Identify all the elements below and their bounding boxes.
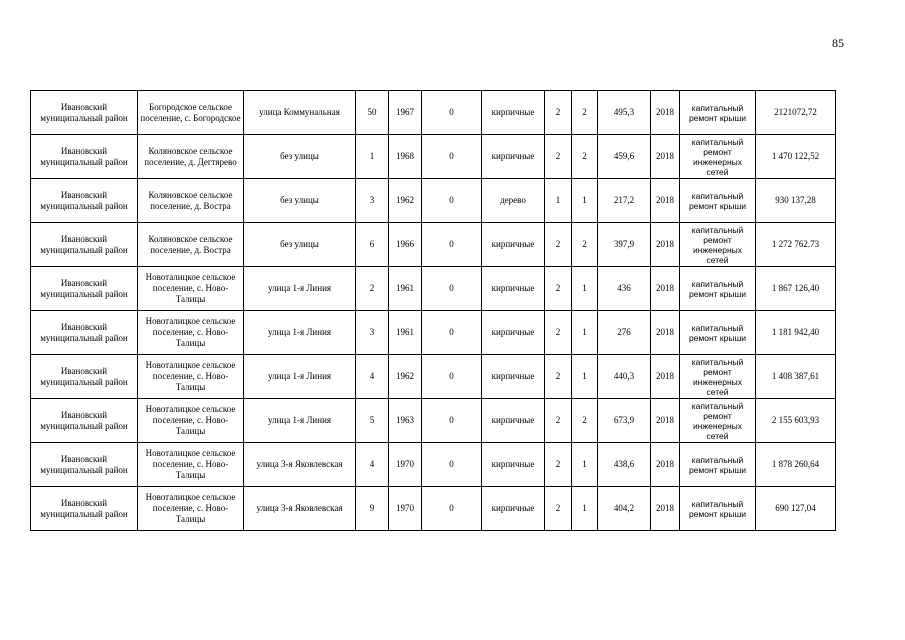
table-row xyxy=(31,355,836,399)
wall-material-cell: кирпичные xyxy=(482,487,545,531)
street-cell: улица 1-я Линия xyxy=(244,267,356,311)
zero-value-cell: 0 xyxy=(422,399,482,443)
plan-year-cell: 2018 xyxy=(651,443,680,487)
build-year-cell: 1970 xyxy=(389,443,422,487)
floors-cell: 2 xyxy=(545,399,572,443)
work-type-cell: капитальный ремонт инженерных сетей xyxy=(680,355,756,399)
settlement-cell: Богородское сельское поселение, с. Богородское xyxy=(138,91,244,135)
zero-value-cell: 0 xyxy=(422,487,482,531)
build-year-cell: 1968 xyxy=(389,135,422,179)
table-row xyxy=(31,311,836,355)
entrances-cell: 2 xyxy=(572,399,598,443)
zero-value-cell: 0 xyxy=(422,311,482,355)
district-cell: Ивановский муниципальный район xyxy=(31,355,138,399)
plan-year-cell: 2018 xyxy=(651,267,680,311)
plan-year-cell: 2018 xyxy=(651,223,680,267)
work-type-cell: капитальный ремонт крыши xyxy=(680,267,756,311)
street-cell: без улицы xyxy=(244,223,356,267)
build-year-cell: 1963 xyxy=(389,399,422,443)
area-cell: 276 xyxy=(598,311,651,355)
floors-cell: 1 xyxy=(545,179,572,223)
cost-cell: 2 155 603,93 xyxy=(756,399,836,443)
work-type-cell: капитальный ремонт инженерных сетей xyxy=(680,399,756,443)
wall-material-cell: кирпичные xyxy=(482,91,545,135)
district-cell: Ивановский муниципальный район xyxy=(31,267,138,311)
page-number: 85 xyxy=(832,36,844,50)
district-cell: Ивановский муниципальный район xyxy=(31,179,138,223)
area-cell: 397,9 xyxy=(598,223,651,267)
settlement-cell: Новоталицкое сельское поселение, с. Ново-Талицы xyxy=(138,311,244,355)
house-number-cell: 2 xyxy=(356,267,389,311)
floors-cell: 2 xyxy=(545,135,572,179)
wall-material-cell: кирпичные xyxy=(482,223,545,267)
street-cell: улица Коммунальная xyxy=(244,91,356,135)
area-cell: 438,6 xyxy=(598,443,651,487)
table-row xyxy=(31,487,836,531)
zero-value-cell: 0 xyxy=(422,135,482,179)
build-year-cell: 1962 xyxy=(389,179,422,223)
cost-cell: 1 408 387,61 xyxy=(756,355,836,399)
entrances-cell: 2 xyxy=(572,135,598,179)
settlement-cell: Новоталицкое сельское поселение, с. Ново-Талицы xyxy=(138,267,244,311)
zero-value-cell: 0 xyxy=(422,179,482,223)
street-cell: улица 1-я Линия xyxy=(244,311,356,355)
street-cell: без улицы xyxy=(244,179,356,223)
zero-value-cell: 0 xyxy=(422,355,482,399)
build-year-cell: 1967 xyxy=(389,91,422,135)
table-row xyxy=(31,179,836,223)
zero-value-cell: 0 xyxy=(422,223,482,267)
area-cell: 440,3 xyxy=(598,355,651,399)
area-cell: 495,3 xyxy=(598,91,651,135)
cost-cell: 1 867 126,40 xyxy=(756,267,836,311)
work-type-cell: капитальный ремонт крыши xyxy=(680,91,756,135)
build-year-cell: 1961 xyxy=(389,311,422,355)
build-year-cell: 1961 xyxy=(389,267,422,311)
settlement-cell: Новоталицкое сельское поселение, с. Ново-Талицы xyxy=(138,355,244,399)
area-cell: 217,2 xyxy=(598,179,651,223)
district-cell: Ивановский муниципальный район xyxy=(31,399,138,443)
entrances-cell: 1 xyxy=(572,443,598,487)
wall-material-cell: кирпичные xyxy=(482,355,545,399)
cost-cell: 2121072,72 xyxy=(756,91,836,135)
area-cell: 404,2 xyxy=(598,487,651,531)
plan-year-cell: 2018 xyxy=(651,311,680,355)
floors-cell: 2 xyxy=(545,311,572,355)
house-number-cell: 50 xyxy=(356,91,389,135)
entrances-cell: 1 xyxy=(572,267,598,311)
house-number-cell: 6 xyxy=(356,223,389,267)
area-cell: 436 xyxy=(598,267,651,311)
floors-cell: 2 xyxy=(545,487,572,531)
settlement-cell: Новоталицкое сельское поселение, с. Ново-Талицы xyxy=(138,399,244,443)
work-type-cell: капитальный ремонт инженерных сетей xyxy=(680,135,756,179)
table-row xyxy=(31,135,836,179)
plan-year-cell: 2018 xyxy=(651,135,680,179)
house-number-cell: 3 xyxy=(356,311,389,355)
plan-year-cell: 2018 xyxy=(651,91,680,135)
table-row xyxy=(31,223,836,267)
entrances-cell: 1 xyxy=(572,179,598,223)
wall-material-cell: кирпичные xyxy=(482,443,545,487)
plan-year-cell: 2018 xyxy=(651,399,680,443)
floors-cell: 2 xyxy=(545,223,572,267)
wall-material-cell: кирпичные xyxy=(482,135,545,179)
entrances-cell: 1 xyxy=(572,355,598,399)
work-type-cell: капитальный ремонт крыши xyxy=(680,311,756,355)
wall-material-cell: дерево xyxy=(482,179,545,223)
house-number-cell: 1 xyxy=(356,135,389,179)
cost-cell: 1 878 260,64 xyxy=(756,443,836,487)
build-year-cell: 1962 xyxy=(389,355,422,399)
floors-cell: 2 xyxy=(545,355,572,399)
house-number-cell: 3 xyxy=(356,179,389,223)
table-row xyxy=(31,91,836,135)
floors-cell: 2 xyxy=(545,267,572,311)
cost-cell: 930 137,28 xyxy=(756,179,836,223)
house-number-cell: 4 xyxy=(356,443,389,487)
cost-cell: 690 127,04 xyxy=(756,487,836,531)
district-cell: Ивановский муниципальный район xyxy=(31,487,138,531)
house-number-cell: 4 xyxy=(356,355,389,399)
entrances-cell: 1 xyxy=(572,487,598,531)
district-cell: Ивановский муниципальный район xyxy=(31,135,138,179)
settlement-cell: Коляновское сельское поселение, д. Востра xyxy=(138,179,244,223)
wall-material-cell: кирпичные xyxy=(482,267,545,311)
district-cell: Ивановский муниципальный район xyxy=(31,91,138,135)
housing-repair-table xyxy=(30,90,836,531)
zero-value-cell: 0 xyxy=(422,267,482,311)
zero-value-cell: 0 xyxy=(422,91,482,135)
table-row xyxy=(31,399,836,443)
street-cell: улица 3-я Яковлевская xyxy=(244,487,356,531)
build-year-cell: 1970 xyxy=(389,487,422,531)
wall-material-cell: кирпичные xyxy=(482,399,545,443)
plan-year-cell: 2018 xyxy=(651,487,680,531)
entrances-cell: 1 xyxy=(572,311,598,355)
entrances-cell: 2 xyxy=(572,223,598,267)
entrances-cell: 2 xyxy=(572,91,598,135)
district-cell: Ивановский муниципальный район xyxy=(31,223,138,267)
street-cell: улица 1-я Линия xyxy=(244,399,356,443)
district-cell: Ивановский муниципальный район xyxy=(31,311,138,355)
settlement-cell: Коляновское сельское поселение, д. Востра xyxy=(138,223,244,267)
work-type-cell: капитальный ремонт инженерных сетей xyxy=(680,223,756,267)
house-number-cell: 9 xyxy=(356,487,389,531)
floors-cell: 2 xyxy=(545,91,572,135)
work-type-cell: капитальный ремонт крыши xyxy=(680,443,756,487)
table-row xyxy=(31,267,836,311)
street-cell: улица 3-я Яковлевская xyxy=(244,443,356,487)
work-type-cell: капитальный ремонт крыши xyxy=(680,487,756,531)
floors-cell: 2 xyxy=(545,443,572,487)
settlement-cell: Новоталицкое сельское поселение, с. Ново-Талицы xyxy=(138,487,244,531)
plan-year-cell: 2018 xyxy=(651,355,680,399)
settlement-cell: Новоталицкое сельское поселение, с. Ново-Талицы xyxy=(138,443,244,487)
cost-cell: 1 272 762.73 xyxy=(756,223,836,267)
settlement-cell: Коляновское сельское поселение, д. Дегтярево xyxy=(138,135,244,179)
table-row xyxy=(31,443,836,487)
build-year-cell: 1966 xyxy=(389,223,422,267)
work-type-cell: капитальный ремонт крыши xyxy=(680,179,756,223)
cost-cell: 1 470 122,52 xyxy=(756,135,836,179)
area-cell: 459,6 xyxy=(598,135,651,179)
house-number-cell: 5 xyxy=(356,399,389,443)
zero-value-cell: 0 xyxy=(422,443,482,487)
district-cell: Ивановский муниципальный район xyxy=(31,443,138,487)
street-cell: без улицы xyxy=(244,135,356,179)
area-cell: 673,9 xyxy=(598,399,651,443)
plan-year-cell: 2018 xyxy=(651,179,680,223)
wall-material-cell: кирпичные xyxy=(482,311,545,355)
cost-cell: 1 181 942,40 xyxy=(756,311,836,355)
street-cell: улица 1-я Линия xyxy=(244,355,356,399)
